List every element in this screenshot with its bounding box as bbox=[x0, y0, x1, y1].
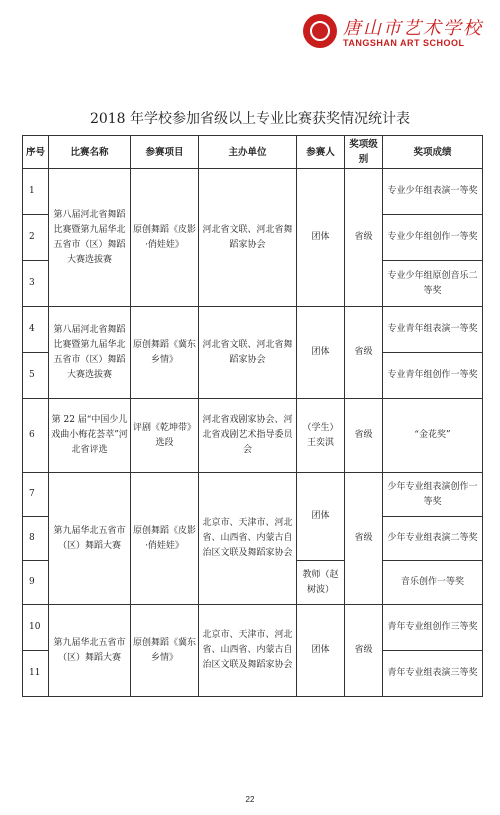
award-result: 青年专业组表演三等奖 bbox=[383, 651, 483, 697]
award-level: 省级 bbox=[345, 605, 383, 697]
organizer: 河北省文联、河北省舞蹈家协会 bbox=[199, 169, 297, 307]
participant: 团体 bbox=[297, 605, 345, 697]
row-no: 8 bbox=[23, 517, 49, 561]
header-result: 奖项成绩 bbox=[383, 136, 483, 169]
participant: （学生）王奕淇 bbox=[297, 399, 345, 473]
award-result: “金花奖” bbox=[383, 399, 483, 473]
school-name-cn: 唐山市艺术学校 bbox=[343, 18, 483, 39]
row-no: 10 bbox=[23, 605, 49, 651]
table-row bbox=[23, 169, 483, 215]
competition-name: 第九届华北五省市（区）舞蹈大赛 bbox=[49, 605, 131, 697]
row-no: 2 bbox=[23, 215, 49, 261]
page-title: 2018 年学校参加省级以上专业比赛获奖情况统计表 bbox=[89, 111, 411, 127]
header-organizer: 主办单位 bbox=[199, 136, 297, 169]
row-no: 7 bbox=[23, 473, 49, 517]
row-no: 3 bbox=[23, 261, 49, 307]
project-name: 评剧《乾坤带》选段 bbox=[131, 399, 199, 473]
participant: 教师（赵树波） bbox=[297, 561, 345, 605]
award-level: 省级 bbox=[345, 307, 383, 399]
award-result: 少年专业组表演二等奖 bbox=[383, 517, 483, 561]
project-name: 原创舞蹈《皮影·俏娃娃》 bbox=[131, 169, 199, 307]
header-row bbox=[23, 136, 483, 169]
competition-name: 第九届华北五省市（区）舞蹈大赛 bbox=[49, 473, 131, 605]
competition-name: 第八届河北省舞蹈比赛暨第九届华北五省市（区）舞蹈大赛选拔赛 bbox=[49, 169, 131, 307]
table-row bbox=[23, 399, 483, 473]
award-result: 青年专业组创作三等奖 bbox=[383, 605, 483, 651]
header-participant: 参赛人 bbox=[297, 136, 345, 169]
school-logo bbox=[303, 14, 483, 60]
participant: 团体 bbox=[297, 473, 345, 561]
school-name-en: TANGSHAN ART SCHOOL bbox=[343, 38, 465, 48]
project-name: 原创舞蹈《冀东乡情》 bbox=[131, 307, 199, 399]
award-result: 少年专业组表演创作一等奖 bbox=[383, 473, 483, 517]
header-competition: 比赛名称 bbox=[49, 136, 131, 169]
row-no: 1 bbox=[23, 169, 49, 215]
row-no: 11 bbox=[23, 651, 49, 697]
award-level: 省级 bbox=[345, 169, 383, 307]
row-no: 6 bbox=[23, 399, 49, 473]
organizer: 北京市、天津市、河北省、山西省、内蒙古自治区文联及舞蹈家协会 bbox=[199, 473, 297, 605]
award-level: 省级 bbox=[345, 399, 383, 473]
award-result: 专业少年组创作一等奖 bbox=[383, 215, 483, 261]
row-no: 5 bbox=[23, 353, 49, 399]
participant: 团体 bbox=[297, 169, 345, 307]
organizer: 河北省文联、河北省舞蹈家协会 bbox=[199, 307, 297, 399]
table-row bbox=[23, 473, 483, 517]
school-seal-icon bbox=[303, 14, 337, 48]
project-name: 原创舞蹈《皮影·俏娃娃》 bbox=[131, 473, 199, 605]
award-result: 专业青年组创作一等奖 bbox=[383, 353, 483, 399]
award-result: 专业少年组表演一等奖 bbox=[383, 169, 483, 215]
header-project: 参赛项目 bbox=[131, 136, 199, 169]
award-level: 省级 bbox=[345, 473, 383, 605]
table-row bbox=[23, 307, 483, 353]
row-no: 9 bbox=[23, 561, 49, 605]
row-no: 4 bbox=[23, 307, 49, 353]
page-number: 22 bbox=[245, 795, 255, 804]
table-row bbox=[23, 605, 483, 651]
project-name: 原创舞蹈《冀东乡情》 bbox=[131, 605, 199, 697]
organizer: 北京市、天津市、河北省、山西省、内蒙古自治区文联及舞蹈家协会 bbox=[199, 605, 297, 697]
organizer: 河北省戏剧家协会、河北省戏剧艺术指导委员会 bbox=[199, 399, 297, 473]
award-result: 专业青年组表演一等奖 bbox=[383, 307, 483, 353]
award-result: 专业少年组原创音乐二等奖 bbox=[383, 261, 483, 307]
competition-name: 第八届河北省舞蹈比赛暨第九届华北五省市（区）舞蹈大赛选拔赛 bbox=[49, 307, 131, 399]
award-result: 音乐创作一等奖 bbox=[383, 561, 483, 605]
competition-name: 第 22 届“中国少儿戏曲小梅花荟萃”河北省评选 bbox=[49, 399, 131, 473]
header-no: 序号 bbox=[23, 136, 49, 169]
participant: 团体 bbox=[297, 307, 345, 399]
header-level: 奖项级别 bbox=[345, 136, 383, 169]
awards-table bbox=[22, 135, 483, 697]
